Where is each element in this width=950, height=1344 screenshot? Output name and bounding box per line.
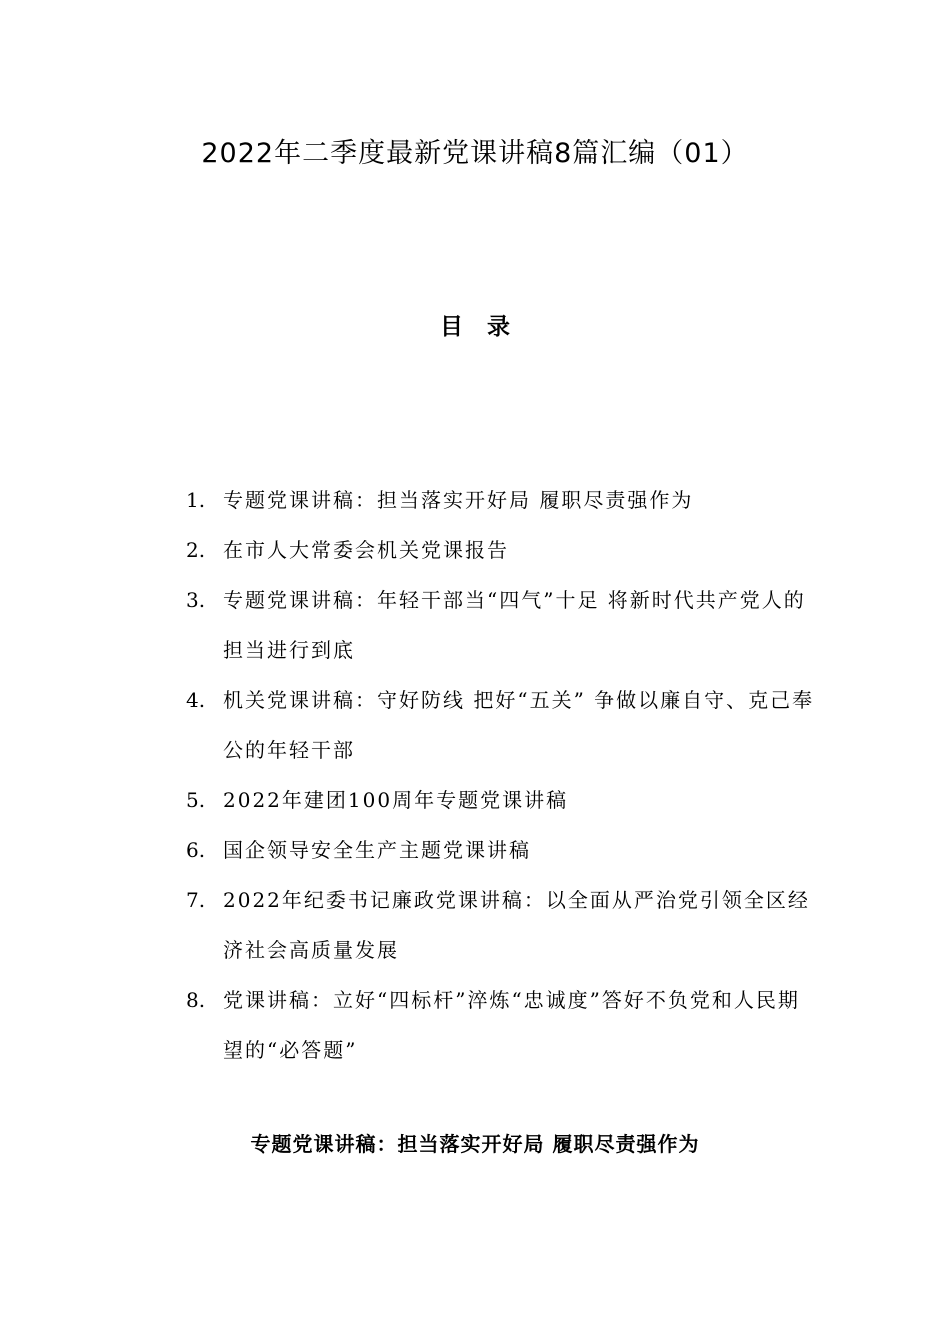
toc-item[interactable] <box>186 775 816 825</box>
toc-item-title: 党课讲稿：立好“四标杆”淬炼“忠诚度”答好不负党和人民期望的“必答题” <box>223 988 800 1062</box>
toc-item[interactable] <box>186 525 816 575</box>
toc-item-title: 在市人大常委会机关党课报告 <box>223 538 509 562</box>
toc-item[interactable] <box>186 875 816 975</box>
toc-item-number: 2. <box>186 538 206 562</box>
toc-item-title: 专题党课讲稿：担当落实开好局 履职尽责强作为 <box>223 488 694 512</box>
toc-item[interactable] <box>186 975 816 1075</box>
toc-item[interactable] <box>186 475 816 525</box>
section-heading: 专题党课讲稿：担当落实开好局 履职尽责强作为 <box>250 1132 700 1156</box>
toc-item-title: 机关党课讲稿：守好防线 把好“五关” 争做以廉自守、克己奉公的年轻干部 <box>223 688 815 762</box>
toc-item-number: 1. <box>186 488 206 512</box>
toc-item[interactable] <box>186 575 816 675</box>
toc-item-title: 专题党课讲稿：年轻干部当“四气”十足 将新时代共产党人的担当进行到底 <box>223 588 806 662</box>
document-title: 2022年二季度最新党课讲稿8篇汇编（01） <box>201 138 749 169</box>
toc-heading: 目录 <box>440 314 534 340</box>
toc-item-title: 国企领导安全生产主题党课讲稿 <box>223 838 531 862</box>
toc-item-title: 2022年纪委书记廉政党课讲稿：以全面从严治党引领全区经济社会高质量发展 <box>223 888 810 962</box>
toc-item-number: 7. <box>186 888 206 912</box>
toc-item-number: 8. <box>186 988 206 1012</box>
toc-item-title: 2022年建团100周年专题党课讲稿 <box>223 788 569 812</box>
toc-item[interactable] <box>186 675 816 775</box>
table-of-contents <box>186 475 816 1075</box>
toc-item[interactable] <box>186 825 816 875</box>
toc-item-number: 5. <box>186 788 206 812</box>
toc-item-number: 4. <box>186 688 206 712</box>
toc-item-number: 3. <box>186 588 206 612</box>
toc-item-number: 6. <box>186 838 206 862</box>
